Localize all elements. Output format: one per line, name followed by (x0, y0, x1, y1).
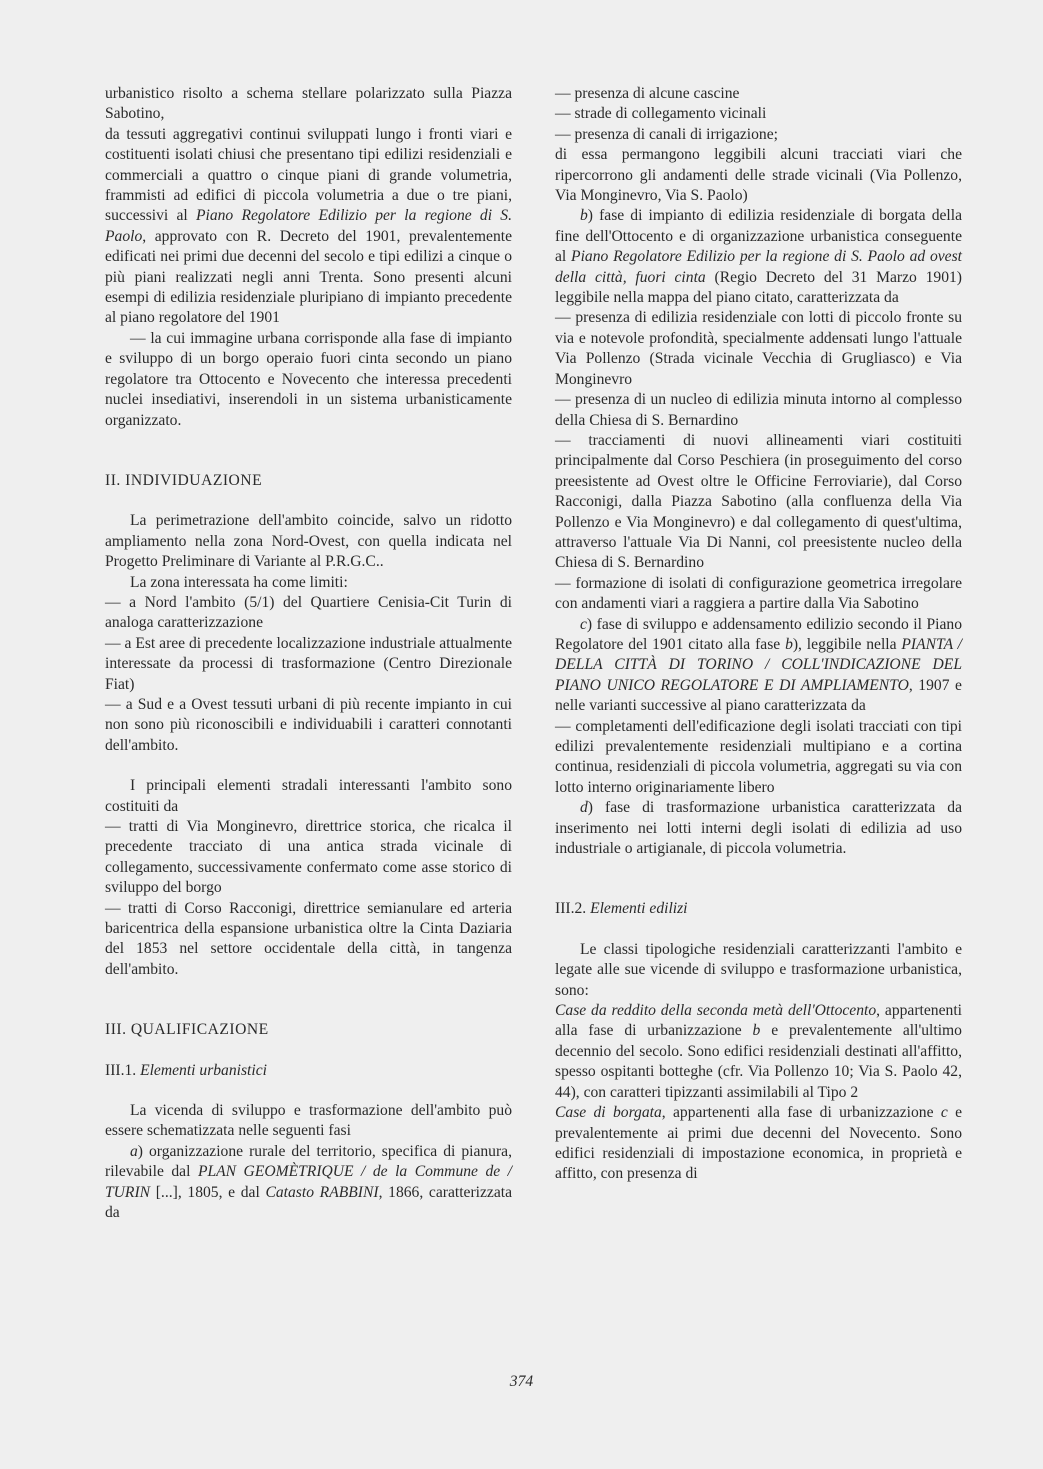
paragraph: I principali elementi stradali interessanti l'ambito sono costituiti da (105, 777, 512, 815)
paragraph: Le classi tipologiche residenziali caratterizzanti l'ambito e legate alle sue vicende di sviluppo e trasformazione urbanistica, sono: (555, 940, 962, 999)
paragraph: — la cui immagine urbana corrisponde alla fase di impianto e sviluppo di un borgo operaio fuori cinta secondo un piano regolatore tra Ottocento e Novecento che interessa precedenti nuclei insediativi, inserendoli in un sistema urbanisticamente organizzato. (105, 329, 512, 429)
paragraph: La perimetrazione dell'ambito coincide, salvo un ridotto ampliamento nella zona Nord-Ovest, con quella indicata nel Progetto Preliminare di Variante al P.R.G.C.. (105, 512, 512, 571)
list-item: — tratti di Corso Racconigi, direttrice semianulare ed arteria baricentrica della espansione urbanistica oltre la Cinta Daziaria del 1853 nel settore occidentale della città, in tangenza dell'ambito. (105, 899, 512, 978)
list-item: — presenza di alcune cascine (555, 85, 740, 102)
list-item: — formazione di isolati di configurazione geometrica irregolare con andamenti viari a raggiera a partire dalla Via Sabotino (555, 574, 962, 613)
list-item: — presenza di un nucleo di edilizia minuta intorno al complesso della Chiesa di S. Bernardino (555, 391, 962, 429)
section-heading-ii: II. INDIVIDUAZIONE (105, 471, 263, 489)
paragraph: La vicenda di sviluppo e trasformazione dell'ambito può essere schematizzata nelle seguenti fasi (105, 1102, 512, 1140)
list-item: — a Nord l'ambito (5/1) del Quartiere Cenisia-Cit Turin di analoga caratterizzazione (105, 593, 512, 632)
list-item: — a Sud e a Ovest tessuti urbani di più recente impianto in cui non sono più riconoscibili e individuabili i caratteri connotanti dell'ambito. (105, 695, 512, 754)
list-item: — strade di collegamento vicinali (555, 105, 767, 123)
list-item: — presenza di edilizia residenziale con lotti di piccolo fronte su via e notevole profondità, specialmente addensati lungo l'attuale Via Pollenzo (Strada vicinale Vecchia di Grugliasco) e Via Monginevro (555, 309, 962, 388)
paragraph: da tessuti aggregativi continui sviluppati lungo i fronti viari e costituenti isolati chiusi che presentano tipi edilizi residenziali e commerciali a quattro o cinque piani di grande volumetria, frammisti ad edifici di piccola volumetria a due o tre piani, successivi al Piano Regolatore Edilizio per la regione di S. Paolo, approvato con R. Decreto del 1901, prevalentemente edificati nei primi due decenni del secolo e tipi edilizi a cinque o più piani realizzati negli anni Trenta. Sono presenti alcuni esempi di edilizia residenziale pluripiano di impianto precedente al piano regolatore del 1901 (105, 125, 512, 327)
list-item: — presenza di canali di irrigazione; (555, 125, 778, 143)
page-number: 374 (509, 1373, 534, 1390)
subsection-heading-iii-1: III.1. Elementi urbanistici (105, 1061, 267, 1079)
paragraph: d) fase di trasformazione urbanistica caratterizzata da inserimento nei lotti interni degli isolati di edilizia ad uso industriale o artigianale, di piccola volumetria. (555, 799, 962, 858)
list-item: — tratti di Via Monginevro, direttrice storica, che ricalca il precedente tracciato di una antica strada vicinale di collegamento, successivamente confermato come asse storico di sviluppo del borgo (105, 818, 512, 897)
paragraph: Case da reddito della seconda metà dell'Ottocento, appartenenti alla fase di urbanizzazione b e prevalentemente all'ultimo decennio del secolo. Sono edifici residenziali destinati all'affitto, spesso ospitanti botteghe (cfr. Via Pollenzo 10; Via S. Paolo 42, 44), con caratteri tipizzanti assimilabili al Tipo 2 (555, 1002, 962, 1101)
paragraph: La zona interessata ha come limiti: (130, 573, 348, 591)
paragraph: Case di borgata, appartenenti alla fase di urbanizzazione c e prevalentemente ai primi due decenni del Novecento. Sono edifici residenziali di impostazione economica, in proprietà e affitto, con presenza di (555, 1104, 962, 1183)
section-heading-iii: III. QUALIFICAZIONE (105, 1021, 269, 1039)
paragraph: c) fase di sviluppo e addensamento edilizio secondo il Piano Regolatore del 1901 citato alla fase b), leggibile nella PIANTA / DELLA CITTÀ DI TORINO / COLL'INDICAZIONE DEL PIANO UNICO REGOLATORE E DI AMPLIAMENTO, 1907 e nelle varianti successive al piano caratterizzata da (555, 615, 963, 715)
paragraph: b) fase di impianto di edilizia residenziale di borgata della fine dell'Ottocento e di organizzazione urbanistica conseguente al Piano Regolatore Edilizio per la regione di S. Paolo ad ovest della città, fuori cinta (Regio Decreto del 31 Marzo 1901) leggibile nella mappa del piano citato, caratterizzata da (555, 207, 963, 307)
subsection-heading-iii-2: III.2. Elementi edilizi (555, 900, 688, 918)
paragraph: di essa permangono leggibili alcuni tracciati viari che ripercorrono gli andamenti delle strade vicinali (Via Pollenzo, Via Monginevro, Via S. Paolo) (555, 146, 962, 205)
paragraph: a) organizzazione rurale del territorio, specifica di pianura, rilevabile dal PLAN GEOMÈTRIQUE / de la Commune de / TURIN [...], 1805, e dal Catasto RABBINI, 1866, caratterizzata da (105, 1142, 512, 1222)
paragraph: urbanistico risolto a schema stellare polarizzato sulla Piazza Sabotino, (105, 85, 512, 123)
list-item: — tracciamenti di nuovi allineamenti viari costituiti principalmente dal Corso Peschiera (in proseguimento del corso preesistente ad Ovest oltre le Officine Ferroviarie), dal Corso Racconigi, dalla Piazza Sabotino (alla confluenza della Via Pollenzo e Via Monginevro) e dal collegamento di quest'ultima, attraverso l'attuale Via Di Nanni, col preesistente nucleo della Chiesa di S. Bernardino (555, 431, 962, 572)
right-column (555, 84, 962, 1185)
list-item: — completamenti dell'edificazione degli isolati tracciati con tipi edilizi prevalentemente residenziali multipiano e a cortina continua, residenziali di piccola volumetria, aggregati su via con lotto interno originariamente libero (555, 717, 962, 796)
left-column (105, 84, 512, 1224)
list-item: — a Est aree di precedente localizzazione industriale attualmente interessate da processi di trasformazione (Centro Direzionale Fiat) (105, 634, 512, 693)
